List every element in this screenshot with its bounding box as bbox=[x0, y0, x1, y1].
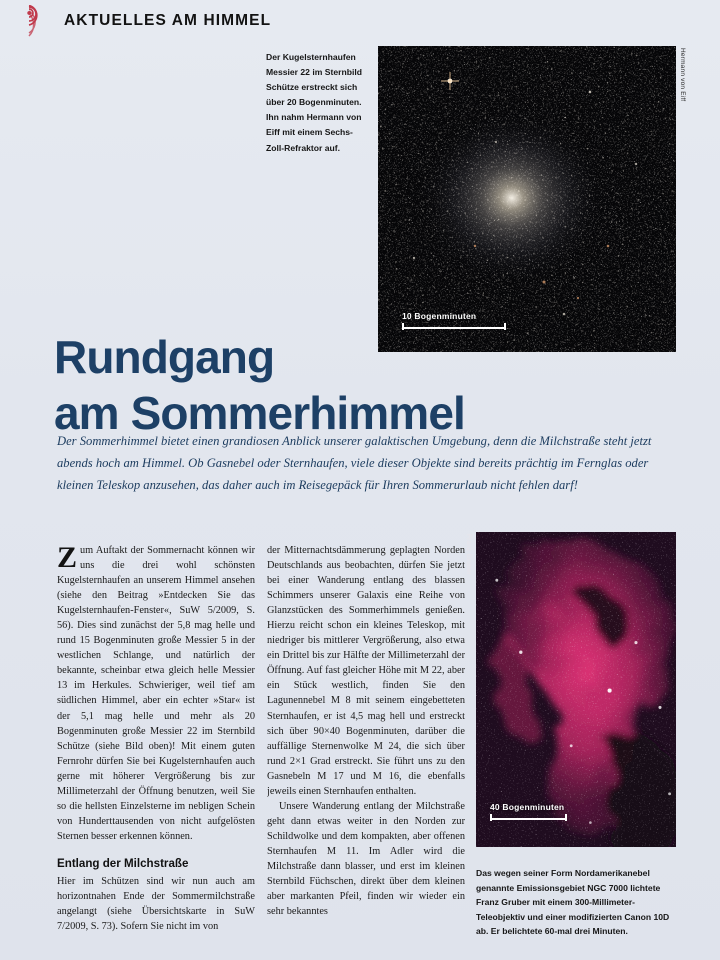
ngc7000-scale-label: 40 Bogenminuten bbox=[490, 802, 565, 812]
column1-paragraph-2: Hier im Schützen sind wir nun auch am horizontnahen Ende der Sommermilchstraße angelangt (siehe Übersichtskarte in SuW 7/2009, S. 73). Sofern Sie nicht im von bbox=[57, 875, 255, 933]
radiating-arcs-logo-icon bbox=[24, 5, 54, 37]
headline-line-1: Rundgang bbox=[54, 330, 275, 383]
m22-photo-credit: Hermann von Eiff bbox=[679, 48, 686, 102]
m22-scale-label: 10 Bogenminuten bbox=[402, 311, 477, 321]
ngc7000-photo-credit: Franz Gruber bbox=[465, 534, 472, 576]
column1-paragraph-1-text: um Auftakt der Sommernacht können wir uns die drei wohl schönsten Kugelsternhaufen an unserem Himmel ansehen (siehe den Beitrag »Entdecken Sie das Kugelsternhaufen-Fenster«, SuW 5/2009, S. 56). Dies sind zunächst der 5,8 mag helle und rund 15 Bogenminuten große Messier 5 in der westlichen Schlange, und natürlich der bekannte, scheinbar etwa gleich helle Messier 13 im Herkules. Schwieriger, weil tief am südlichen Himmel, aber ein echter »Star« ist der 5,1 mag helle und mehr als 20 Bogenminuten große Messier 22 im Sternbild Schütze (siehe Bild oben)! Mit einem guten Fernrohr dürfen Sie bei Kugelsternhaufen auch gerne mit höherer Vergrößerung bis zur Millimeterzahl der Öffnung benutzen, weil Sie so die hellsten Einzelsterne im nebligen Schein von Hunderttausenden von nicht aufgelösten Sternen besser erkennen können. bbox=[57, 545, 255, 842]
body-column-1 bbox=[57, 543, 255, 955]
column1-paragraph-1 bbox=[57, 543, 255, 844]
m22-caption: Der Kugelsternhaufen Messier 22 im Sternbild Schütze erstreckt sich über 20 Bogenminuten. Ihn nahm Hermann von Eiff mit einem Sechs-Zoll-Refraktor auf. bbox=[266, 52, 362, 153]
drop-cap: Z bbox=[57, 543, 78, 574]
m22-starfield bbox=[378, 46, 676, 352]
ngc7000-scale-line bbox=[490, 814, 567, 821]
body-column-2 bbox=[267, 543, 465, 955]
lede-paragraph: Der Sommerhimmel bietet einen grandiosen Anblick unserer galaktischen Umgebung, denn die Milchstraße steht jetzt abends hoch am Himmel. Ob Gasnebel oder Sternhaufen, viele dieser Objekte sind bereits prächtig im Fernglas oder kleinen Teleskop anzusehen, das daher auch im Reisegepäck für Ihren Sommerurlaub nicht fehlen darf! bbox=[57, 434, 652, 492]
column2-paragraph-1: der Mitternachtsdämmerung geplagten Norden Deutschlands aus beobachten, dürfen Sie jetzt bei einer Wanderung entlang des blassen Schimmers unserer Galaxis eine Reihe von Glanzstücken des Sommerhimmels genießen. Hierzu reicht schon ein kleines Teleskop, mit niedriger bis mittlerer Vergrößerung, also etwa ein Drittel bis zur Hälfte der Millimeterzahl der Öffnung. Auf fast gleicher Höhe mit M 22, aber ein Stück westlich, finden Sie den Lagunennebel M 8 mit seinem eingebetteten Sternhaufen, er ist 4,5 mag hell und erstreckt sich über 90×40 Bogenminuten, darüber die auffällige Sternenwolke M 24, die sich über rund 2×1 Grad erstreckt. Sie führt uns zu den Gasnebeln M 17 und M 16, die ebenfalls jeweils einen Sternhaufen enthalten. bbox=[267, 545, 465, 797]
figure-ngc7000-image bbox=[476, 532, 676, 847]
headline-line-2: am Sommerhimmel bbox=[54, 386, 465, 439]
figure-m22-image bbox=[378, 46, 676, 352]
subheading-entlang-der-milchstrasse: Entlang der Milchstraße bbox=[57, 856, 189, 870]
m22-scale-bar bbox=[402, 311, 506, 330]
page-title bbox=[54, 329, 524, 441]
column2-paragraph-2: Unsere Wanderung entlang der Milchstraße geht dann etwas weiter in den Norden zur Schildwolke und dem kompakten, aber offenen Sternhaufen M 11. Im Adler wird die Milchstraße dann blasser, und erst im kleinen Sternbild Füchschen, direkt über dem kleinen aber markanten Pfeil, finden wir wieder ein sehr bekanntes bbox=[267, 800, 465, 918]
ngc7000-nebula bbox=[476, 532, 676, 847]
ngc7000-scale-bar bbox=[490, 802, 567, 821]
masthead bbox=[0, 0, 720, 42]
masthead-title: AKTUELLES AM HIMMEL bbox=[64, 12, 272, 29]
ngc7000-caption: Das wegen seiner Form Nordamerikanebel genannte Emissionsgebiet NGC 7000 lichtete Franz Gruber mit einem 300-Millimeter-Teleobjektiv und einer modifizierten Canon 10D ab. Er belichtete 60-mal drei Minuten. bbox=[476, 868, 670, 937]
